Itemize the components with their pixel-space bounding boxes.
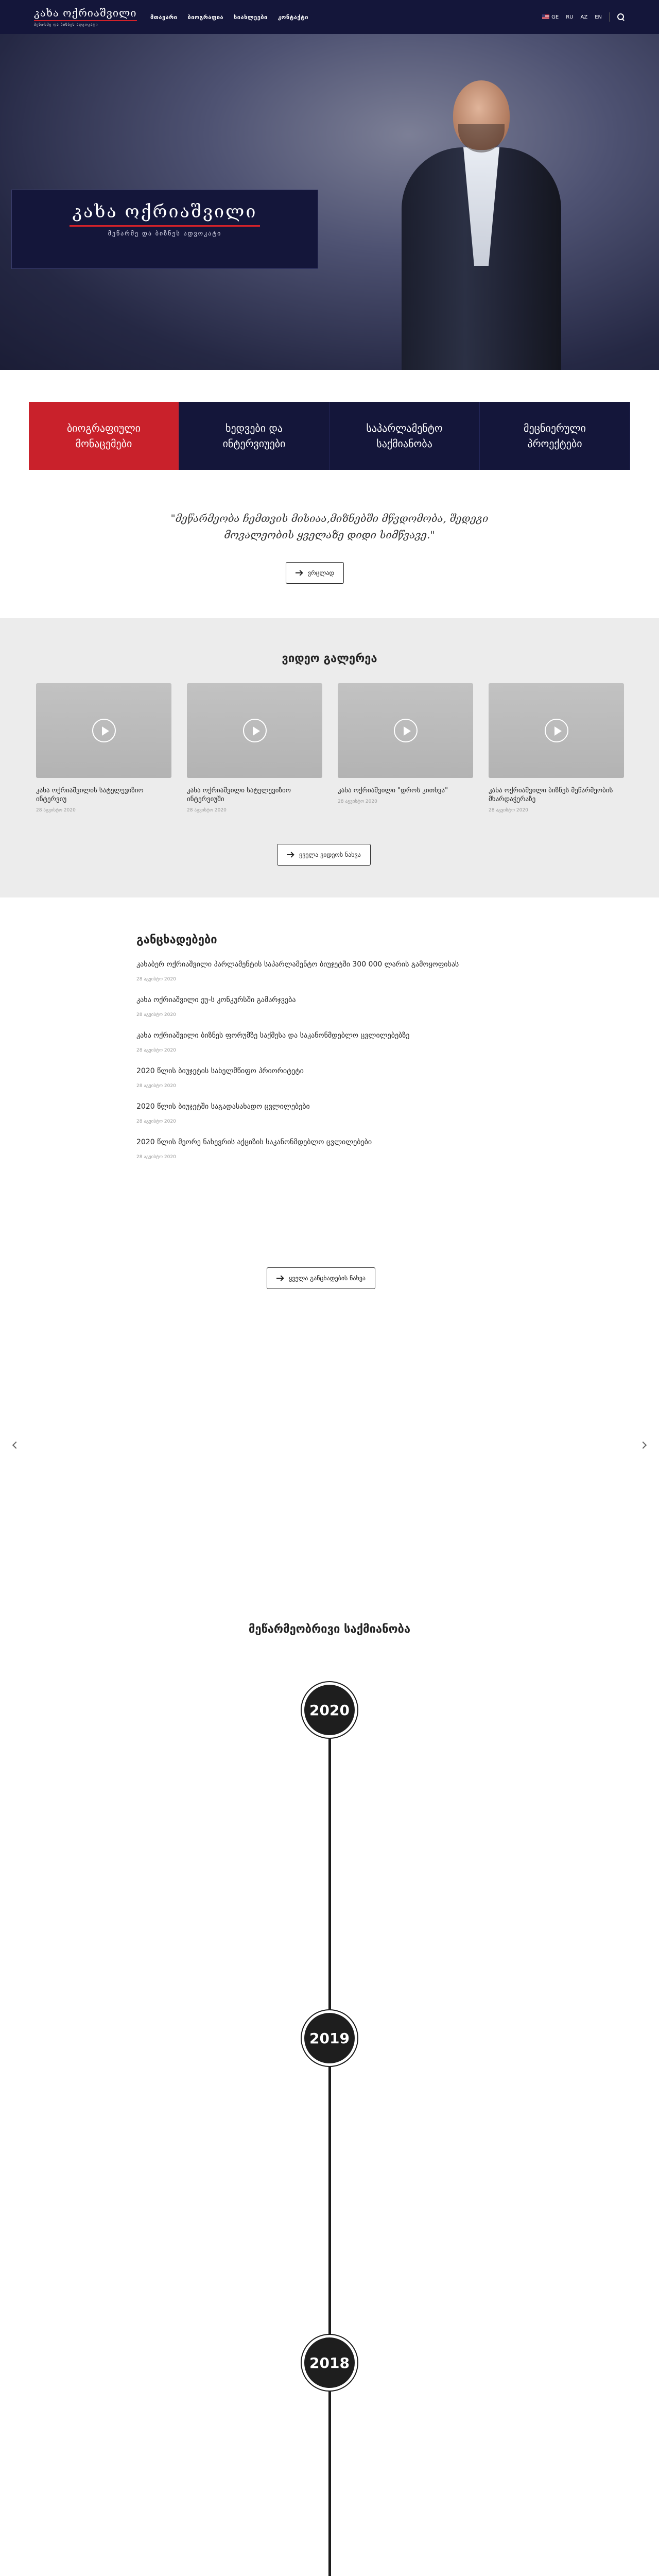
statement-date: 28 აგვისტო 2020 — [136, 1012, 176, 1018]
timeline-title: მეწარმეობრივი საქმიანობა — [248, 1623, 411, 1636]
main-nav — [150, 14, 308, 21]
statement-date: 28 აგვისტო 2020 — [136, 1119, 176, 1124]
logo-name: კახა ოქრიაშვილი — [34, 7, 137, 19]
language-switcher — [542, 12, 625, 22]
site-logo[interactable] — [34, 7, 142, 27]
play-icon[interactable] — [92, 719, 116, 742]
nav-item-home[interactable]: მთავარი — [150, 13, 178, 21]
statement-title[interactable]: 2020 წლის ბიუჯეტის სახელმწიფო პრიორიტეტი — [136, 1067, 304, 1075]
hero-portrait — [381, 80, 577, 370]
arrow-right-icon — [276, 1276, 284, 1281]
statement-title[interactable]: კახა ოქრიაშვილი ეუ-ს კონკურსში გამარჯვება — [136, 996, 296, 1004]
video-card[interactable] — [36, 683, 171, 813]
video-title[interactable]: კახა ოქრიაშვილი სატელევიზიო ინტერვიუში — [187, 787, 291, 803]
video-date: 28 აგვისტო 2020 — [187, 808, 227, 813]
statement-title[interactable]: 2020 წლის ბიუჯეტში საგადასახადო ცვლილებები — [136, 1103, 310, 1111]
all-videos-button[interactable] — [277, 844, 371, 866]
chevron-right-icon[interactable] — [639, 1442, 647, 1449]
list-item[interactable] — [136, 960, 523, 982]
lang-ru[interactable]: RU — [566, 14, 574, 20]
divider — [609, 12, 610, 22]
arrow-right-icon — [287, 852, 294, 857]
section-tabs — [29, 402, 630, 470]
statement-date: 28 აგვისტო 2020 — [136, 1155, 176, 1160]
list-item[interactable] — [136, 995, 523, 1018]
video-title[interactable]: კახა ოქრიაშვილი ბიზნეს მეწარმეობის მხარდაჭერაზე — [489, 787, 613, 803]
video-gallery-title: ვიდეო გალერეა — [282, 652, 377, 665]
quote-line-2: მოვალეობის ყველაზე დიდი სიმწვავე." — [224, 529, 435, 541]
statement-title[interactable]: 2020 წლის მეორე ნახევრის აქციზის საკანონმდებლო ცვლილებები — [136, 1138, 372, 1146]
video-gallery-section — [0, 618, 659, 897]
chevron-left-icon[interactable] — [12, 1442, 20, 1449]
hero-banner — [0, 34, 659, 370]
bio-more-button[interactable] — [286, 562, 344, 584]
play-icon[interactable] — [545, 719, 568, 742]
statement-title[interactable]: კახაბერ ოქრიაშვილი პარლამენტის საპარლამენტო ბიუჯეტში 300 000 ლარის გამოყოფისას — [136, 960, 459, 969]
video-date: 28 აგვისტო 2020 — [338, 799, 377, 804]
play-icon[interactable] — [243, 719, 267, 742]
logo-subtitle: მეწარმე და ბიზნეს ადვოკატი — [34, 23, 98, 27]
statements-title: განცხადებები — [136, 934, 217, 946]
year-label: 2020 — [304, 1685, 355, 1735]
video-thumbnail[interactable] — [187, 683, 322, 778]
statement-date: 28 აგვისტო 2020 — [136, 977, 176, 982]
statements-section — [136, 934, 523, 1160]
all-videos-label: ყველა ვიდეოს ნახვა — [299, 851, 361, 858]
video-title[interactable]: კახა ოქრიაშვილი "დროს კითხვა" — [338, 787, 448, 794]
tab-biography[interactable]: ბიოგრაფიული მონაცემები — [29, 402, 179, 470]
tab-parliament[interactable]: საპარლამენტო საქმიანობა — [330, 402, 480, 470]
nav-item-biography[interactable]: ბიოგრაფია — [187, 13, 224, 21]
year-label: 2018 — [304, 2337, 355, 2388]
video-date: 28 აგვისტო 2020 — [489, 808, 528, 813]
site-header — [0, 0, 659, 34]
hero-title-card — [11, 190, 318, 269]
statement-date: 28 აგვისტო 2020 — [136, 1048, 176, 1053]
list-item[interactable] — [136, 1066, 523, 1089]
play-icon[interactable] — [394, 719, 418, 742]
video-card[interactable] — [489, 683, 624, 813]
timeline-year[interactable] — [301, 1681, 358, 1739]
video-card[interactable] — [338, 683, 473, 813]
statement-title[interactable]: კახა ოქრიაშვილი ბიზნეს ფორუმზე საქმესა და საკანონმდებლო ცვლილებებზე — [136, 1031, 410, 1040]
arrow-right-icon — [296, 570, 303, 575]
list-item[interactable] — [136, 1102, 523, 1124]
video-grid — [36, 683, 624, 813]
lang-az[interactable]: AZ — [580, 14, 588, 20]
nav-item-news[interactable]: სიახლეები — [234, 13, 268, 21]
video-title[interactable]: კახა ოქრიაშვილის სატელევიზიო ინტერვიუ — [36, 787, 144, 803]
video-thumbnail[interactable] — [338, 683, 473, 778]
timeline-year[interactable] — [301, 2009, 358, 2067]
logo-underline — [34, 20, 137, 21]
nav-item-contact[interactable]: კონტაქტი — [278, 13, 308, 21]
hero-title: კახა ოქრიაშვილი — [72, 201, 257, 222]
statement-date: 28 აგვისტო 2020 — [136, 1083, 176, 1089]
hero-underline — [70, 225, 260, 227]
all-statements-label: ყველა განცხადების ნახვა — [289, 1275, 366, 1282]
video-card[interactable] — [187, 683, 322, 813]
hero-subtitle: მეწარმე და ბიზნეს ადვოკატი — [108, 230, 222, 237]
flag-icon — [542, 14, 549, 19]
bio-more-label: ვრცლად — [308, 569, 335, 577]
year-label: 2019 — [304, 2013, 355, 2063]
search-icon[interactable] — [617, 13, 625, 21]
timeline-line — [328, 1690, 331, 2576]
timeline-year[interactable] — [301, 2334, 358, 2392]
tab-projects[interactable]: მეცნიერული პროექტები — [480, 402, 630, 470]
lang-ge-label: GE — [551, 14, 559, 20]
lang-ge[interactable] — [542, 14, 559, 20]
tab-interviews[interactable]: ხედვები და ინტერვიუები — [179, 402, 330, 470]
lang-en[interactable]: EN — [595, 14, 602, 20]
list-item[interactable] — [136, 1138, 523, 1160]
video-thumbnail[interactable] — [36, 683, 171, 778]
quote-line-1: "მეწარმეობა ჩემთვის მისიაა,მიზნებში მწვდომობა, შედეგი — [170, 512, 489, 524]
all-statements-button[interactable] — [267, 1267, 375, 1289]
video-date: 28 აგვისტო 2020 — [36, 808, 76, 813]
list-item[interactable] — [136, 1031, 523, 1053]
quote — [0, 510, 659, 543]
video-thumbnail[interactable] — [489, 683, 624, 778]
